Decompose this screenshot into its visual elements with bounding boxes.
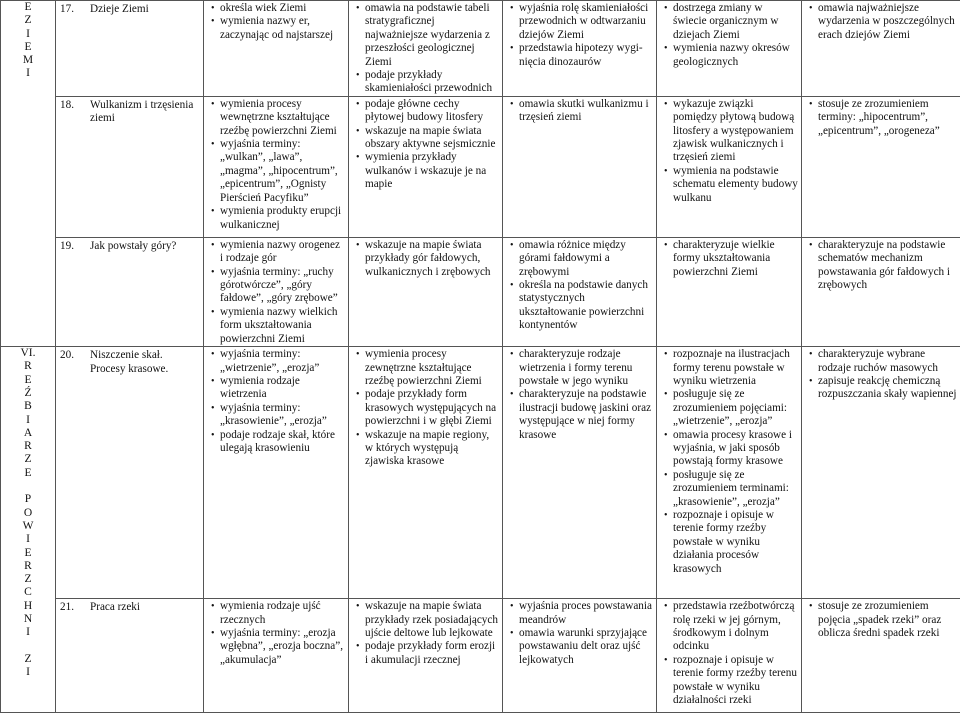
bullet-item: • przedstawia hipotezy wyginięcia dinozaurów <box>509 42 653 69</box>
bullet-list <box>210 348 345 455</box>
section-letter: A <box>1 427 55 440</box>
bullet-item: • podaje główne cechy płytowej budowy litosfery <box>355 98 499 125</box>
requirement-cell-c5 <box>657 599 802 713</box>
requirement-cell-c4 <box>503 237 657 346</box>
bullet-item: • zapisuje reakcję chemiczną rozpuszczania skały wapiennej <box>808 375 957 402</box>
bullet-item: • charakteryzuje na podstawie ilustracji budowę jaskini oraz występujące w niej formy krasowe <box>509 388 653 442</box>
section-letter: M <box>1 54 55 67</box>
topic-number: 17. <box>60 3 90 16</box>
section-letter: I <box>1 67 55 80</box>
requirement-cell-c6-content <box>802 599 960 640</box>
requirement-cell-c6 <box>802 599 960 713</box>
bullet-item: • wymienia nazwy wielkich form ukształtowania powierzchni Ziemi <box>210 306 345 346</box>
topic-cell <box>56 237 204 346</box>
topic-number: 21. <box>60 601 90 614</box>
section-letter: E <box>1 374 55 387</box>
requirement-cell-c6-content <box>802 238 960 293</box>
section-letter: Z <box>1 453 55 466</box>
bullet-item: • podaje przykłady skamieniałości przewodnich <box>355 69 499 96</box>
requirement-cell-c3 <box>349 347 503 599</box>
section-letter: Z <box>1 653 55 666</box>
bullet-item: • określa na podstawie danych statystycznych ukształtowanie powierzchni kontynentów <box>509 279 653 333</box>
requirement-cell-c3-content <box>349 347 502 469</box>
requirement-cell-c5-content <box>657 238 801 279</box>
requirement-cell-c5-content <box>657 347 801 576</box>
section-letter: E <box>1 547 55 560</box>
section-letter: I <box>1 28 55 41</box>
bullet-list <box>663 98 798 205</box>
section-label-top <box>1 1 56 347</box>
section-letter: Z <box>1 14 55 27</box>
section-letter: Z <box>1 573 55 586</box>
bullet-list <box>663 348 798 576</box>
bullet-item: • wskazuje na mapie świata obszary aktywne sejsmicznie <box>355 125 499 152</box>
requirement-cell-c4-content <box>503 97 656 125</box>
bullet-item: • rozpoznaje i opisuje w terenie formy rzeźby terenu powstałe w wyniku działalności rzeki <box>663 654 798 708</box>
requirement-cell-c4 <box>503 96 657 237</box>
topic-cell <box>56 347 204 599</box>
requirement-cell-c6 <box>802 96 960 237</box>
requirement-cell-c5-content <box>657 1 801 69</box>
section-letter: C <box>1 586 55 599</box>
requirement-cell-c4 <box>503 1 657 97</box>
bullet-item: • wymienia rodzaje wietrzenia <box>210 375 345 402</box>
bullet-list <box>509 2 653 69</box>
section-label-vi <box>1 347 56 713</box>
requirement-cell-c2-content <box>204 97 348 232</box>
section-letter: R <box>1 560 55 573</box>
bullet-item: • wymienia przykłady wulkanów i wskazuje je na mapie <box>355 151 499 191</box>
bullet-item: • wyjaśnia terminy: „wulkan”, „lawa”, „magma”, „hipocentrum”, „epicentrum”, „Ognisty Pierścień Pacyfiku” <box>210 138 345 205</box>
bullet-list <box>355 2 499 96</box>
section-letter: E <box>1 1 55 14</box>
topic-title: Wulkanizm i trzęsienia ziemi <box>90 99 200 126</box>
bullet-list <box>355 600 499 667</box>
bullet-item: • omawia najważniejsze wydarzenia w poszczególnych erach dziejów Ziemi <box>808 2 957 42</box>
requirement-cell-c4-content <box>503 238 656 333</box>
bullet-list <box>808 2 957 42</box>
bullet-list <box>210 600 345 667</box>
table-row <box>1 347 960 599</box>
bullet-list <box>210 239 345 346</box>
topic-cell <box>56 599 204 713</box>
bullet-item: • rozpoznaje i opisuje w terenie formy rzeźby powstałe w wyniku działania procesów krasowych <box>663 509 798 576</box>
bullet-item: • podaje przykłady form erozji i akumulacji rzecznej <box>355 640 499 667</box>
section-letter: E <box>1 41 55 54</box>
section-letter: R <box>1 360 55 373</box>
requirement-cell-c5-content <box>657 97 801 205</box>
bullet-item: • charakteryzuje wybrane rodzaje ruchów masowych <box>808 348 957 375</box>
bullet-item: • omawia warunki sprzyjające powstawaniu delt oraz ujść lejkowatych <box>509 627 653 667</box>
requirement-cell-c3-content <box>349 97 502 192</box>
section-letter: I <box>1 666 55 679</box>
requirement-cell-c3 <box>349 96 503 237</box>
bullet-list <box>355 98 499 192</box>
topic <box>56 347 203 376</box>
requirement-cell-c2 <box>204 96 349 237</box>
table-row <box>1 237 960 346</box>
bullet-list <box>808 348 957 402</box>
section-letter <box>1 640 55 653</box>
requirement-cell-c2-content <box>204 1 348 42</box>
requirement-cell-c4-content <box>503 347 656 442</box>
bullet-list <box>355 348 499 469</box>
requirement-cell-c6 <box>802 237 960 346</box>
bullet-list <box>808 239 957 293</box>
requirement-cell-c3 <box>349 1 503 97</box>
bullet-list <box>663 600 798 707</box>
requirement-cell-c3 <box>349 237 503 346</box>
requirement-cell-c6-content <box>802 1 960 42</box>
bullet-list <box>509 600 653 667</box>
bullet-item: • omawia różnice między górami fałdowymi a zrębowymi <box>509 239 653 279</box>
bullet-list <box>663 2 798 69</box>
topic-cell <box>56 1 204 97</box>
bullet-item: • dostrzega zmiany w świecie organicznym w dziejach Ziemi <box>663 2 798 42</box>
bullet-item: • podaje przykłady form krasowych występujących na powierzchni i w głębi Ziemi <box>355 388 499 428</box>
section-letter: R <box>1 440 55 453</box>
bullet-item: • stosuje ze zrozumieniem pojęcia „spadek rzeki” oraz oblicza średni spadek rzeki <box>808 600 957 640</box>
requirement-cell-c2-content <box>204 238 348 346</box>
bullet-item: • wyjaśnia terminy: „krasowienie”, „erozja” <box>210 402 345 429</box>
bullet-item: • wyjaśnia rolę skamieniałości przewodnich w odtwarzaniu dziejów Ziemi <box>509 2 653 42</box>
requirement-cell-c5-content <box>657 599 801 707</box>
bullet-item: • wykazuje związki pomiędzy płytową budową litosfery a występowaniem zjawisk wulkanicznych i trzęsień ziemi <box>663 98 798 165</box>
bullet-item: • wymienia nazwy er, zaczynając od najstarszej <box>210 15 345 42</box>
requirement-cell-c2 <box>204 347 349 599</box>
bullet-item: • posługuje się ze zrozumieniem pojęciami: „wietrzenie”, „erozja” <box>663 388 798 428</box>
requirement-cell-c3-content <box>349 238 502 279</box>
section-letter: O <box>1 507 55 520</box>
topic-number: 18. <box>60 99 90 112</box>
bullet-list <box>808 98 957 138</box>
section-letter: E <box>1 467 55 480</box>
bullet-item: • posługuje się ze zrozumieniem terminami: „krasowienie”, „erozja” <box>663 469 798 509</box>
section-letter: W <box>1 520 55 533</box>
topic-cell <box>56 96 204 237</box>
requirement-cell-c2 <box>204 599 349 713</box>
topic-title: Praca rzeki <box>90 601 200 614</box>
bullet-list <box>509 348 653 442</box>
requirement-cell-c6-content <box>802 97 960 138</box>
bullet-item: • wymienia nazwy orogenez i rodzaje gór <box>210 239 345 266</box>
bullet-item: • wymienia procesy wewnętrzne kształtujące rzeźbę powierzchni Ziemi <box>210 98 345 138</box>
requirement-cell-c2-content <box>204 599 348 667</box>
bullet-item: • wyjaśnia proces powstawania meandrów <box>509 600 653 627</box>
bullet-list <box>663 239 798 279</box>
topic-title: Niszczenie skał. Procesy krasowe. <box>90 349 200 376</box>
table-row <box>1 1 960 97</box>
requirement-cell-c5 <box>657 237 802 346</box>
bullet-item: • wymienia na podstawie schematu elementy budowy wulkanu <box>663 165 798 205</box>
bullet-item: • określa wiek Ziemi <box>210 2 345 15</box>
bullet-item: • wymienia produkty erupcji wulkanicznej <box>210 205 345 232</box>
bullet-item: • stosuje ze zrozumieniem terminy: „hipocentrum”, „epicentrum”, „orogeneza” <box>808 98 957 138</box>
requirement-cell-c2 <box>204 237 349 346</box>
requirement-cell-c6 <box>802 347 960 599</box>
bullet-item: • wskazuje na mapie świata przykłady gór fałdowych, wulkanicznych i zrębowych <box>355 239 499 279</box>
section-letter: N <box>1 613 55 626</box>
bullet-list <box>808 600 957 640</box>
requirement-cell-c3-content <box>349 1 502 96</box>
bullet-item: • wskazuje na mapie świata przykłady rzek posiadających ujście deltowe lub lejkowate <box>355 600 499 640</box>
requirement-cell-c4 <box>503 599 657 713</box>
topic <box>56 599 203 614</box>
bullet-item: • charakteryzuje rodzaje wietrzenia i formy terenu powstałe w jego wyniku <box>509 348 653 388</box>
requirement-cell-c6 <box>802 1 960 97</box>
table-row <box>1 96 960 237</box>
bullet-list <box>509 98 653 125</box>
requirement-cell-c4 <box>503 347 657 599</box>
topic-number: 19. <box>60 240 90 253</box>
requirement-cell-c4-content <box>503 599 656 667</box>
requirement-cell-c5 <box>657 1 802 97</box>
bullet-item: • podaje rodzaje skał, które ulegają krasowieniu <box>210 429 345 456</box>
section-letter: I <box>1 626 55 639</box>
section-letter <box>1 480 55 493</box>
topic-number: 20. <box>60 349 90 362</box>
requirement-cell-c3-content <box>349 599 502 667</box>
section-letter: Ź <box>1 387 55 400</box>
topic-title: Jak powstały góry? <box>90 240 200 253</box>
section-letter: B <box>1 400 55 413</box>
topic <box>56 1 203 16</box>
section-letter: H <box>1 600 55 613</box>
requirement-cell-c6-content <box>802 347 960 402</box>
bullet-item: • wyjaśnia terminy: „erozja wgłębna”, „erozja boczna”, „akumulacja” <box>210 627 345 667</box>
bullet-item: • rozpoznaje na ilustracjach formy terenu powstałe w wyniku wietrzenia <box>663 348 798 388</box>
section-letter: P <box>1 493 55 506</box>
table-row <box>1 599 960 713</box>
bullet-list <box>210 98 345 232</box>
bullet-item: • przedstawia rzeźbotwórczą rolę rzeki w jej górnym, środkowym i dolnym odcinku <box>663 600 798 654</box>
requirement-cell-c2-content <box>204 347 348 455</box>
bullet-item: • wyjaśnia terminy: „wietrzenie”, „erozja” <box>210 348 345 375</box>
bullet-item: • wymienia nazwy okresów geologicznych <box>663 42 798 69</box>
requirement-cell-c5 <box>657 96 802 237</box>
topic <box>56 97 203 126</box>
bullet-item: • wymienia rodzaje ujść rzecznych <box>210 600 345 627</box>
bullet-item: • omawia na podstawie tabeli stratygraficznej najważniejsze wydarzenia z przeszłości geologicznej Ziemi <box>355 2 499 69</box>
topic-title: Dzieje Ziemi <box>90 3 200 16</box>
requirement-cell-c2 <box>204 1 349 97</box>
section-letter: I <box>1 533 55 546</box>
bullet-item: • wskazuje na mapie regiony, w których występują zjawiska krasowe <box>355 429 499 469</box>
requirement-cell-c5 <box>657 347 802 599</box>
bullet-item: • charakteryzuje wielkie formy ukształtowania powierzchni Ziemi <box>663 239 798 279</box>
bullet-item: • wyjaśnia terminy: „ruchy górotwórcze”, „góry fałdowe”, „góry zrębowe” <box>210 266 345 306</box>
topic <box>56 238 203 253</box>
section-letter: I <box>1 414 55 427</box>
bullet-list <box>355 239 499 279</box>
bullet-item: • wymienia procesy zewnętrzne kształtujące rzeźbę powierzchni Ziemi <box>355 348 499 388</box>
bullet-item: • omawia procesy krasowe i wyjaśnia, w jaki sposób powstają formy krasowe <box>663 429 798 469</box>
requirement-cell-c3 <box>349 599 503 713</box>
requirement-cell-c4-content <box>503 1 656 69</box>
bullet-item: • charakteryzuje na podstawie schematów mechanizm powstawania gór fałdowych i zrębowych <box>808 239 957 293</box>
bullet-item: • omawia skutki wulkanizmu i trzęsień ziemi <box>509 98 653 125</box>
section-letter: VI. <box>1 347 55 360</box>
bullet-list <box>210 2 345 42</box>
bullet-list <box>509 239 653 333</box>
